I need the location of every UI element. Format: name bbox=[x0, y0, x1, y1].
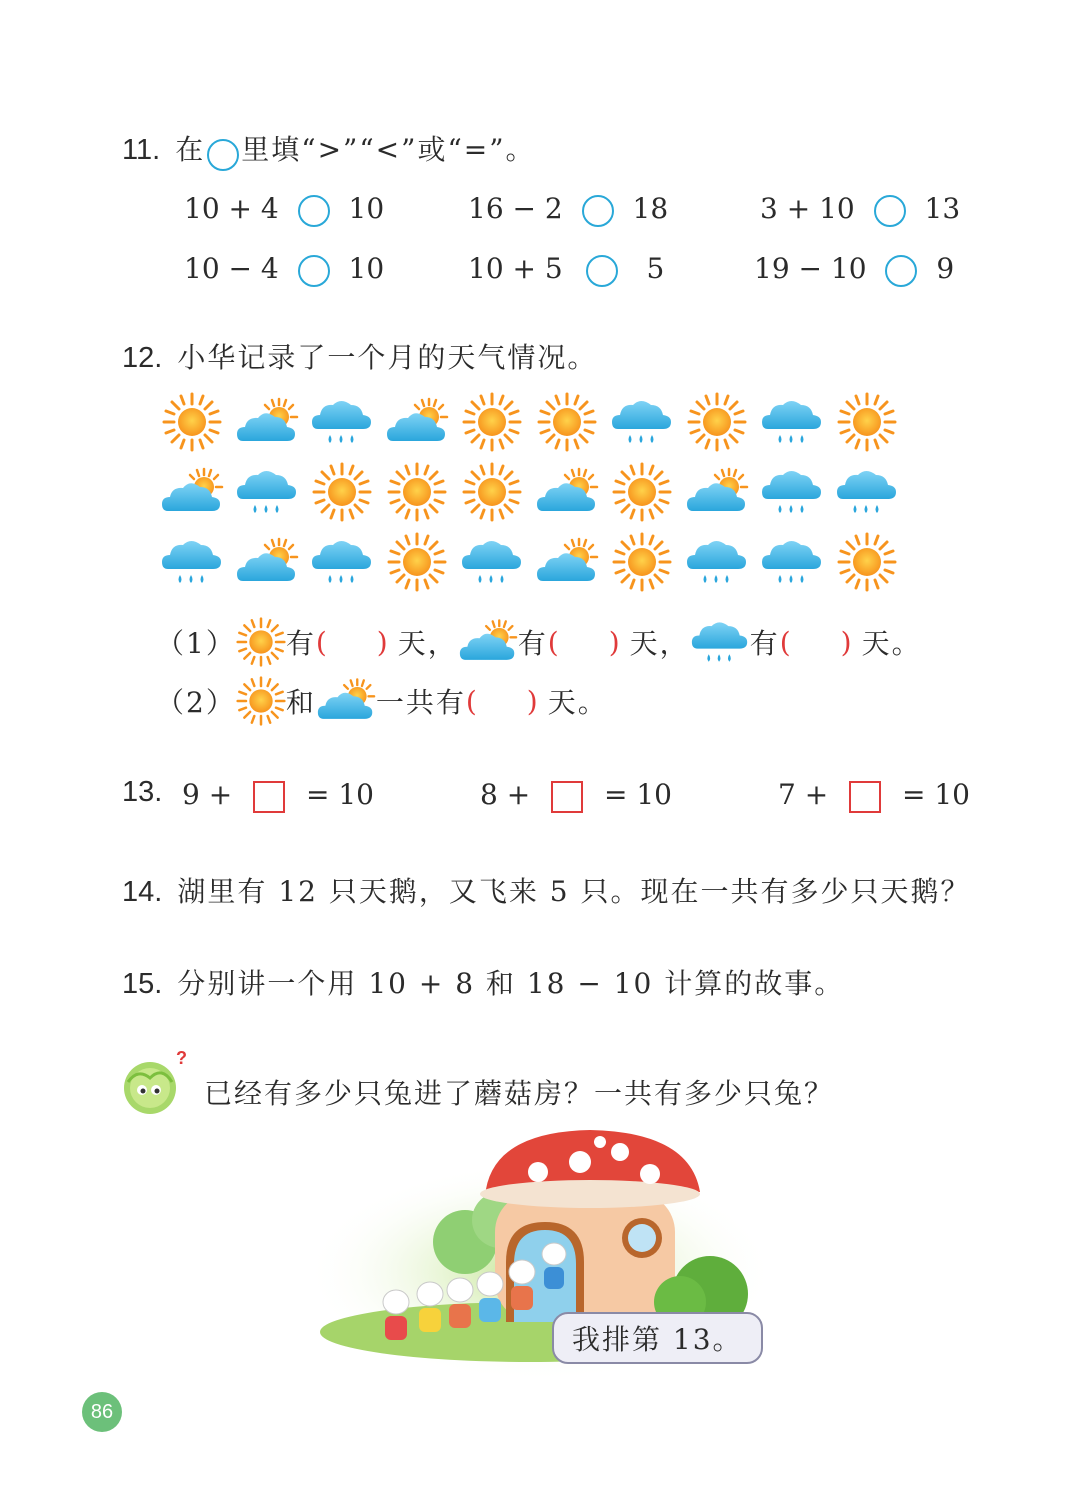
day-text: 天 bbox=[397, 627, 428, 660]
answer-circle[interactable] bbox=[586, 255, 618, 287]
partly-cloudy-icon bbox=[235, 392, 299, 452]
partly-cloudy-icon bbox=[160, 462, 224, 522]
q12-text: 小华记录了一个月的天气情况。 bbox=[177, 341, 598, 374]
q13-number: 13. bbox=[122, 776, 163, 808]
sun-icon bbox=[610, 532, 674, 592]
expr-left: 3 + 10 bbox=[760, 192, 855, 225]
expr-left: 16 − 2 bbox=[468, 192, 563, 225]
answer-box[interactable] bbox=[849, 781, 881, 813]
paren-right: ) bbox=[840, 625, 854, 659]
q11-item-1-3 bbox=[760, 192, 960, 227]
partly-cloudy-icon bbox=[535, 462, 599, 522]
q15-text: 分别讲一个用 10 + 8 和 18 − 10 计算的故事。 bbox=[177, 967, 845, 1000]
partly-cloudy-icon bbox=[235, 532, 299, 592]
sun-icon bbox=[460, 392, 524, 452]
expr-left: 7 + bbox=[778, 778, 829, 811]
q11-header bbox=[122, 128, 536, 171]
expr-right: = 10 bbox=[902, 778, 970, 811]
answer-circle[interactable] bbox=[885, 255, 917, 287]
q12-part1 bbox=[156, 616, 922, 668]
comma: ， bbox=[427, 627, 458, 660]
q15-number: 15. bbox=[122, 968, 163, 1000]
answer-box[interactable] bbox=[253, 781, 285, 813]
sun-icon bbox=[310, 462, 374, 522]
paren-right: ) bbox=[526, 684, 540, 718]
q11-item-2-2 bbox=[468, 252, 664, 287]
rain-cloud-icon bbox=[760, 462, 824, 522]
page-number-badge: 86 bbox=[82, 1392, 122, 1432]
partly-cloudy-icon bbox=[385, 392, 449, 452]
answer-circle[interactable] bbox=[582, 195, 614, 227]
sun-icon bbox=[610, 462, 674, 522]
rain-cloud-icon bbox=[760, 392, 824, 452]
expr-right: 10 bbox=[348, 192, 385, 225]
q11-number: 11. bbox=[122, 134, 161, 166]
sun-icon bbox=[385, 462, 449, 522]
rain-cloud-icon bbox=[310, 392, 374, 452]
q12-part2 bbox=[156, 676, 608, 726]
q13-item-3 bbox=[778, 778, 970, 813]
partly-cloudy-icon bbox=[535, 532, 599, 592]
paren-left: ( bbox=[779, 625, 793, 659]
total-text: 一共有 bbox=[375, 686, 466, 719]
q14 bbox=[122, 870, 970, 910]
expr-left: 10 − 4 bbox=[184, 252, 279, 285]
weather-grid bbox=[160, 392, 920, 592]
partly-cloudy-icon bbox=[685, 462, 749, 522]
q12-header bbox=[122, 336, 597, 376]
cabbage-mascot-icon bbox=[118, 1048, 194, 1118]
partly-cloudy-icon bbox=[458, 618, 518, 666]
answer-box[interactable] bbox=[551, 781, 583, 813]
rain-cloud-icon bbox=[690, 616, 750, 668]
partly-cloudy-icon bbox=[316, 677, 376, 725]
rain-cloud-icon bbox=[610, 392, 674, 452]
sun-icon bbox=[236, 676, 286, 726]
rain-cloud-icon bbox=[685, 532, 749, 592]
sun-icon bbox=[385, 532, 449, 592]
q11-item-1-1 bbox=[184, 192, 384, 227]
period: 。 bbox=[577, 686, 608, 719]
q11-item-2-3 bbox=[754, 252, 954, 287]
speech-bubble: 我排第 13。 bbox=[552, 1312, 763, 1364]
sun-icon bbox=[685, 392, 749, 452]
expr-left: 10 + 5 bbox=[468, 252, 563, 285]
expr-right: 10 bbox=[348, 252, 385, 285]
expr-left: 8 + bbox=[480, 778, 531, 811]
rain-cloud-icon bbox=[760, 532, 824, 592]
rain-cloud-icon bbox=[835, 462, 899, 522]
q15 bbox=[122, 962, 844, 1002]
comma: ， bbox=[659, 627, 690, 660]
paren-right: ) bbox=[608, 625, 622, 659]
sun-icon bbox=[160, 392, 224, 452]
q13-item-1 bbox=[182, 778, 374, 813]
rain-cloud-icon bbox=[235, 462, 299, 522]
part-label: （2） bbox=[156, 686, 236, 719]
sun-icon bbox=[835, 532, 899, 592]
sun-icon bbox=[835, 392, 899, 452]
expr-right: 18 bbox=[632, 192, 669, 225]
day-text: 天 bbox=[861, 627, 892, 660]
mascot-question: 已经有多少只兔进了蘑菇房？一共有多少只兔？ bbox=[204, 1077, 835, 1110]
q11-text-a: 在 bbox=[175, 133, 206, 166]
q11-item-1-2 bbox=[468, 192, 668, 227]
paren-left: ( bbox=[547, 625, 561, 659]
day-text: 天 bbox=[629, 627, 660, 660]
answer-circle-sample bbox=[207, 139, 239, 171]
svg-text:?: ? bbox=[176, 1048, 187, 1068]
q14-text: 湖里有 12 只天鹅，又飞来 5 只。现在一共有多少只天鹅？ bbox=[177, 875, 971, 908]
q14-number: 14. bbox=[122, 876, 163, 908]
has-text: 有 bbox=[285, 627, 316, 660]
expr-right: = 10 bbox=[306, 778, 374, 811]
rain-cloud-icon bbox=[460, 532, 524, 592]
answer-circle[interactable] bbox=[874, 195, 906, 227]
q13-number-wrap bbox=[122, 776, 162, 809]
expr-right: = 10 bbox=[604, 778, 672, 811]
q12-number: 12. bbox=[122, 342, 163, 374]
period: 。 bbox=[891, 627, 922, 660]
and-text: 和 bbox=[285, 686, 316, 719]
rain-cloud-icon bbox=[310, 532, 374, 592]
has-text: 有 bbox=[749, 627, 780, 660]
expr-left: 19 − 10 bbox=[754, 252, 867, 285]
q11-item-2-1 bbox=[184, 252, 384, 287]
q13-item-2 bbox=[480, 778, 672, 813]
paren-right: ) bbox=[376, 625, 390, 659]
expr-left: 10 + 4 bbox=[184, 192, 279, 225]
sun-icon bbox=[535, 392, 599, 452]
expr-left: 9 + bbox=[182, 778, 233, 811]
part-label: （1） bbox=[156, 627, 236, 660]
sun-icon bbox=[460, 462, 524, 522]
expr-right: 9 bbox=[936, 252, 955, 285]
paren-left: ( bbox=[465, 684, 479, 718]
paren-left: ( bbox=[315, 625, 329, 659]
day-text: 天 bbox=[547, 686, 578, 719]
answer-circle[interactable] bbox=[298, 255, 330, 287]
sun-icon bbox=[236, 617, 286, 667]
expr-right: 5 bbox=[646, 252, 665, 285]
has-text: 有 bbox=[517, 627, 548, 660]
q11-text-b: 里填“>”“<”或“=”。 bbox=[241, 133, 536, 166]
expr-right: 13 bbox=[924, 192, 961, 225]
rain-cloud-icon bbox=[160, 532, 224, 592]
answer-circle[interactable] bbox=[298, 195, 330, 227]
